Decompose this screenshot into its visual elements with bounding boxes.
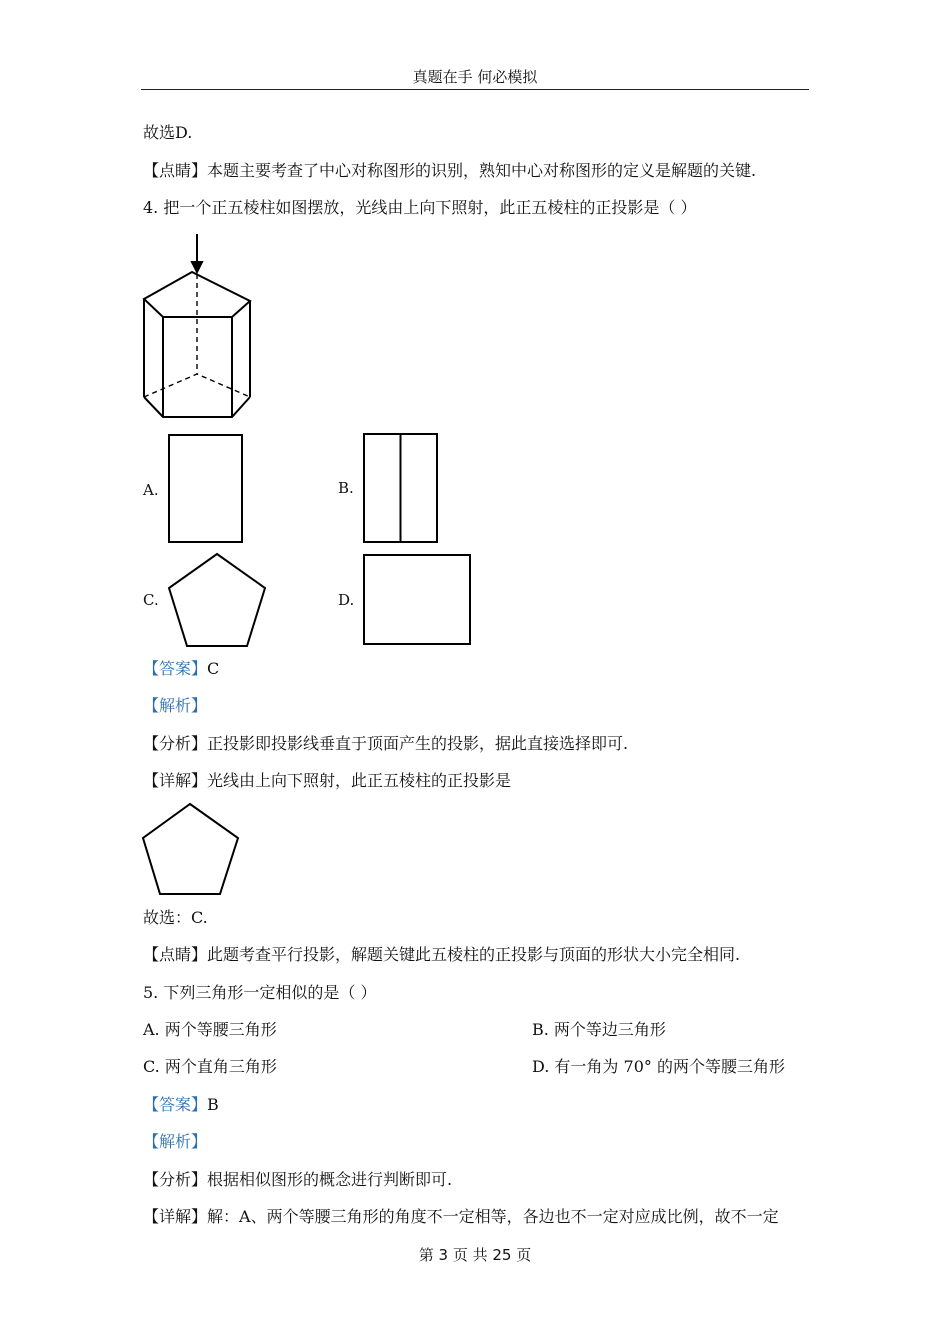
detail-tag: 【详解】 (143, 771, 208, 790)
analysis-heading-5: 【解析】 (143, 1132, 208, 1151)
option-d-rectangle (363, 554, 472, 646)
detail-text: 解：A、两个等腰三角形的角度不一定相等，各边也不一定对应成比例，故不一定 (207, 1207, 779, 1226)
note-paragraph (143, 161, 756, 181)
note-text: 本题主要考查了中心对称图形的识别，熟知中心对称图形的定义是解题的关键. (207, 161, 757, 180)
detail-text: 光线由上向下照射，此正五棱柱的正投影是 (207, 771, 512, 790)
analysis-5 (143, 1170, 452, 1190)
note-text: 此题考查平行投影，解题关键此五棱柱的正投影与顶面的形状大小完全相同. (207, 945, 741, 964)
answer-5 (143, 1095, 219, 1115)
question-5: 5. 下列三角形一定相似的是（ ） (143, 983, 377, 1002)
answer-4 (143, 659, 219, 679)
note-tag: 【点睛】 (143, 161, 208, 180)
note-tag: 【点睛】 (143, 945, 208, 964)
choose-c-line: 故选：C. (143, 908, 208, 927)
page-header: 真题在手 何必模拟 (412, 68, 538, 86)
question-5-option-b: B. 两个等边三角形 (532, 1020, 666, 1039)
option-a-label: A. (143, 481, 159, 499)
question-5-option-a: A. 两个等腰三角形 (143, 1020, 277, 1039)
option-b-label: B. (338, 479, 354, 497)
analysis-heading-4: 【解析】 (143, 696, 208, 715)
solution-pentagon (141, 802, 241, 897)
pentagonal-prism-figure (140, 232, 255, 422)
answer-value: B (207, 1095, 219, 1114)
page-footer: 第 3 页 共 25 页 (418, 1246, 532, 1264)
answer-value: C (207, 659, 220, 678)
question-5-option-d: D. 有一角为 70° 的两个等腰三角形 (532, 1057, 785, 1076)
detail-5 (143, 1207, 779, 1227)
question-5-option-c: C. 两个直角三角形 (143, 1057, 277, 1076)
analysis-tag: 【分析】 (143, 734, 208, 753)
note-4 (143, 945, 740, 965)
option-b-split-rectangle (363, 433, 439, 544)
answer-tag: 【答案】 (143, 659, 208, 678)
analysis-text: 正投影即投影线垂直于顶面产生的投影，据此直接选择即可. (207, 734, 629, 753)
option-d-label: D. (338, 591, 355, 609)
header-divider (141, 89, 809, 90)
conclusion-line: 故选D. (143, 123, 193, 142)
answer-tag: 【答案】 (143, 1095, 208, 1114)
option-c-pentagon (166, 552, 268, 649)
analysis-4 (143, 734, 628, 754)
analysis-text: 根据相似图形的概念进行判断即可. (207, 1170, 453, 1189)
question-4: 4. 把一个正五棱柱如图摆放，光线由上向下照射，此正五棱柱的正投影是（ ） (143, 198, 697, 217)
detail-tag: 【详解】 (143, 1207, 208, 1226)
option-c-label: C. (143, 591, 159, 609)
detail-4 (143, 771, 511, 791)
light-arrow-head (192, 262, 202, 272)
option-a-rectangle (168, 434, 244, 544)
analysis-tag: 【分析】 (143, 1170, 208, 1189)
